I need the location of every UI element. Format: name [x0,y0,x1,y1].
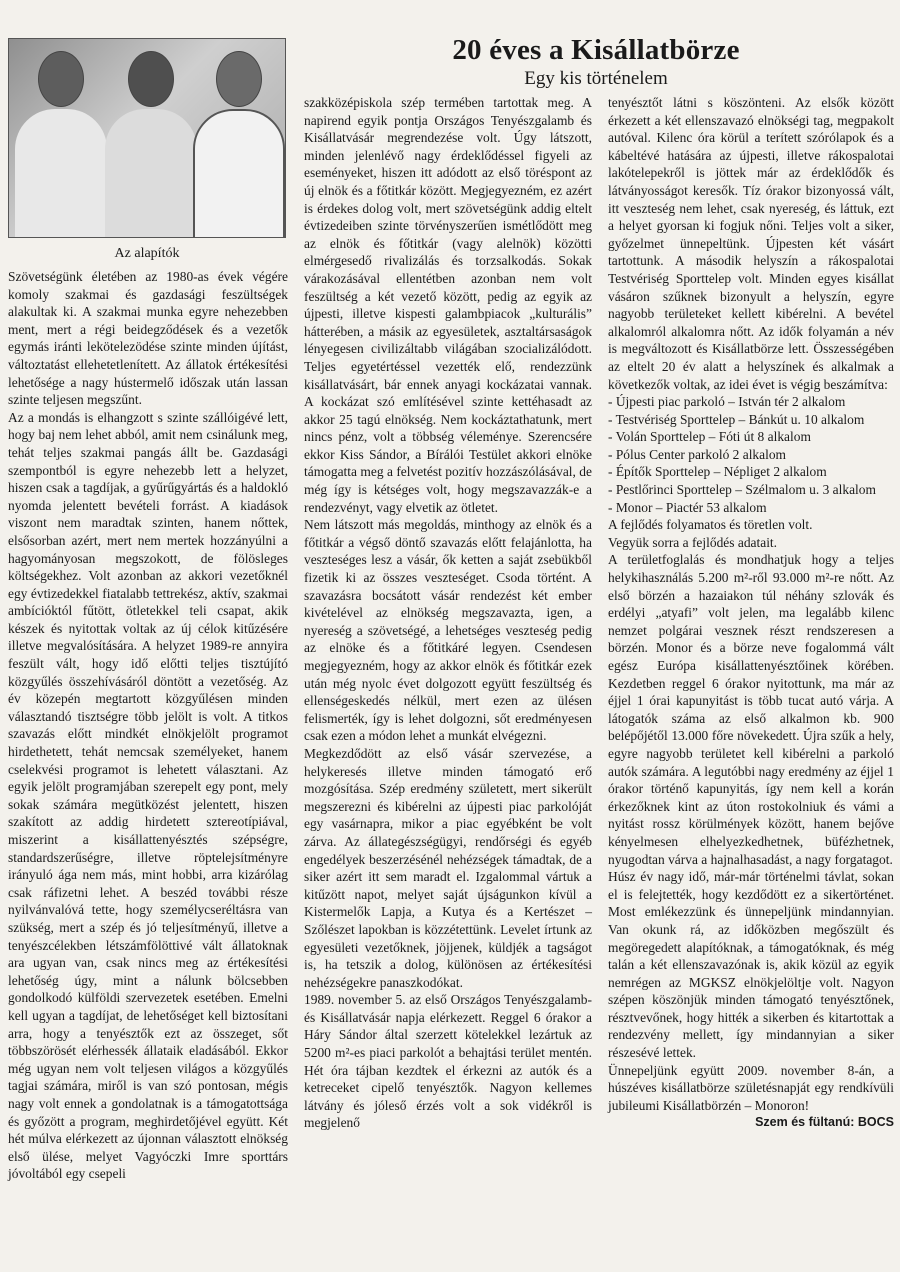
venue-item: - Pestlőrinci Sporttelep – Szélmalom u. 3 alkalom [608,482,876,498]
paragraph: A fejlődés folyamatos és töretlen volt. [608,517,813,533]
venue-item: - Pólus Center parkoló 2 alkalom [608,446,787,462]
venue-item: - Volán Sporttelep – Fóti út 8 alkalom [608,429,811,445]
paragraph: Ünnepeljünk együtt 2009. november 8-án, a húszéves kisállatbörze születésnapját egy rendkívüli jubileumi Kisállatbörzén – Monoron! [608,1062,894,1113]
photo-caption: Az alapítók [114,246,180,261]
column-1 [8,268,288,1183]
article-subtitle: Egy kis történelem [524,68,668,89]
paragraph: A területfoglalás és mondhatjuk hogy a teljes helykihasználás 5.200 m²-ről 93.000 m²-re nőtt. Az első börzén a hazaiakon túl néhány szlovák és erdélyi „atyafi” volt jelen, ma legalább kilenc nemzet polgárai vesznek részt rendszeresen a börzén. Monor és a börze neve fogalommá vált egész Európa kisállattenyésztőinek körében. Kezdetben reggel 6 órakor nyitottunk, ma már az éjjel 1 órai kapunyitást is több tucat autó várja. A látogatók száma az első alkalmon kb. 900 belépőjétől 13.000 főre növekedett. Újra szűk a hely, egyre nagyobb területet kell kibérelni a parkoló autók számára. A legutóbbi nagy eredmény az éjjel 1 órakor történő kapunyitás, így nem kell a korán érkezőknek kint az úton rostokolniuk és vámi a nyitást rossz körülmények között, hanem bejőve kényelmesen elhelyezkedhetnek, büfézhetnek, nyugodtan várva a hajnalhasadást, a nagy forgatagot. [608,552,894,867]
article-title: 20 éves a Kisállatbörze [452,34,740,66]
paragraph: 1989. november 5. az első Országos Tenyészgalamb- és Kisállatvásár napja elérkezett. Reggel 6 órakor a Háry Sándor által szerzett kötelekkel lezártuk az 5200 m²-es piaci parkolót a behajtási terület mentén. Hét óra tájban kezdtek el érkezni az autók és a ketreceket cipelő tenyésztők. Nagyon kellemes látvány és jóleső érzés volt a sok vidékről is megjelenő [304,992,592,1131]
venue-item: - Monor – Piactér 53 alkalom [608,499,767,515]
paragraph: Nem látszott más megoldás, minthogy az elnök és a főtitkár a végső döntő szavazás előtt felajánlotta, ha veszteséges lesz a vásár, ők ketten a saját zsebükből fizetik ki az összes veszteséget. Csoda történt. A szavazásra bocsátott vásár rendezést két ember kivételével az elnökség megszavazta, igen, a nyereség a szövetségé, a lehetséges veszteség pedig az elnöke és a főtitkáré legyen. Csendesen megjegyezném, hogy az akkor elnök és főtitkár ezek után még nyolc évet dolgozott együtt feszültség és ellenségeskedés nélkül, mert ezen az ülésen felismerték, így is lehet dolgozni, sőt eredményesen csak ezen a módon lehet a munkát elvégezni. [304,517,592,744]
founders-photo [8,38,286,238]
column-3 [608,94,894,1132]
venue-item: - Újpesti piac parkoló – István tér 2 alkalom [608,394,846,410]
signature: Szem és fültanú: BOCS [755,1115,894,1130]
venue-list [608,393,894,516]
paragraph: Húsz év nagy idő, már-már történelmi távlat, sokan el is felejtették, hogy kezdődött ez a sikertörténet. Most emlékezzünk és ünnepeljünk mindannyian. Van okunk rá, az időközben megőszült és megöregedett alapítóknak, a támogatóknak, és még talán a két ellenszavazónak is, akik közül az egyik nemrégen az MGKSZ elnökjelöltje volt. Nagyon szépen köszönjük minden támogató tenyésztőnek, résztvevőnek, hogy hitték a sikerben és kitartottak a rendezvény mellett, így mindannyian a siker részesévé lettek. [608,869,894,1061]
paragraph: Megkezdődött az első vásár szervezése, a helykeresés illetve minden támogató erő mozgósítása. Szép eredmény született, mert sikerült megszerezni és kibérelni az újpesti piac parkolóját egy vasárnapra, mikor a piac egyébként be volt zárva. Az állategészségügyi, rendőrségi és egyéb engedélyek beszerzésénél nehézségek támadtak, de a siker azért itt sem maradt el. Izgalommal vártuk a kitűzött napot, melyet saját újságunkon kívül a Kistermelők Lapja, a Kutya és a Kertészet – Szőlészet lapokban is közzétettünk. Levelet írtunk az egyesületi vezetőknek, jöjjenek, küldjék a tagságot is, ha tetszik a dolog, különösen az értékesítési nehézségekre panaszkodókat. [304,745,592,990]
paragraph: tenyésztőt látni s köszönteni. Az elsők között érkezett a két ellenszavazó elnökségi tag, megpakolt autóval. Kilenc óra körül a terített szórólapok és a kábeltévé hatására az újpesti, illetve rákospalotai lakótelepekről is jöttek már az érdeklődők és látványosságot keresők. Tíz órakor bizonyossá vált, itt veszteség nem lehet, csak nyereség, és láttuk, ezt a helyet gyorsan ki fogjuk nőni. Teljes volt a siker, győzelmet ünnepeltünk. Újpesten két vásárt tartottunk. A második helyszín a rákospalotai Testvériség Sporttelep volt. Minden egyes kisállat vásáron szűknek bizonyult a helyszín, egyre nagyobb területeket kellett kibérelni. A bevétel alkalomról alkalomra nőtt. Az idők folyamán a név is megváltozott és Kisállatbörze lett. Összességében az eltelt 20 év alatt a helyszínek és alkalmak a következők voltak, az idei évet is végig beszámítva: [608,95,894,392]
venue-item: - Építők Sporttelep – Népliget 2 alkalom [608,464,827,480]
paragraph: szakközépiskola szép termében tartottak meg. A napirend egyik pontja Országos Tenyészgalamb és Kisállatvásár megrendezése volt. Úgy látszott, minden jelenlévő nagy érdeklődéssel figyeli az eseményeket, hiszen itt adódott az első töréspont az új elnök és a főtitkár között. Megjegyezném, ez azért is érdekes dolog volt, mert szövetségünk addig eltelt évtizedeiben szinte törvényszerűen ismétlődött meg az elnök és főtitkár (vagy alelnök) közötti elmérgesedő rivalizálás és torzsalkodás. Sokak várakozásával ellentétben azonban nem volt feszültség a két vezető között, pedig az egyik az újpesti, illetve kispesti galambpiacok „kulturális” hátterében, a másik az egyesületek, asztaltársaságok lényegesen civilizáltabb világában szocializálódott. Teljes egyetértéssel vezették elő, rendezzünk kisállatvásárt, bár ennek anyagi kockázatai vannak. A kockázat szó említésével szinte kettéhasadt az akkor 25 tagú elnökség. Nem kockáztathatunk, mert nincs pénz, volt a többség véleménye. Szerencsére ekkor Kiss Sándor, a Bírálói Testület akkori elnöke támogatta meg a felvetést pozitív hozzászólásával, de még így is kétséges volt, hogy megszavazzák-e a rendezvényt, vagy elvetik az ötletet. [304,95,592,515]
paragraph: Az a mondás is elhangzott s szinte szállóigévé lett, hogy baj nem lehet abból, amit nem csinálunk meg, tehát teljes szakmai pangás állt be. Gazdasági szempontból is egyre nehezebb lett a helyzet, hiszen csak a tagdíjak, a gyűrűgyártás és a haldokló nyomda jelentett bevételi forrást. A kiadások viszont nem maradtak szinten, hanem nőttek, elsősorban azért, mert nem mertek hozzányúlni a hagyományosan megszokott, de fölösleges költségekhez. Volt azonban az akkori vezetőknél egy évtizedekkel fiatalabb tettrekész, aktív, szakmai ambícióktól fűtött, ötletekkel teli csapat, akik készek és nyitottak voltak az új célok kitűzésére illetve megvalósítására. A helyzet 1989-re annyira feszült vált, hogy idő előtti teljes tisztújító közgyűlés összehívásáról döntött a vezetőség. Az év közepén megtartott közgyűlésen minden választandó tisztségre több jelölt is volt. A titkos szavazás előtt mindkét elnökjelölt programot hirdethetett, tehát nemcsak személyeket, hanem cselekvési programot is lehetett választani. Az egyik jelölt programjában szerepelt egy pont, mely sokak számára megütközést jelentett, hiszen szakított az addig hirdetett sztereotípiával, miszerint a kisállattenyésztés szépségre, standardszerűségre, illetve röptelejsítményre irányuló ága nem más, mint hobbi, arra kizárólag csak ráfizetni lehet. A beszéd további része nyilvánvalóvá tette, hogy személycseréltásra van szükség, mert a szép és jó teljesítményű, illetve a tenyészcélekben létszámfölöttivé vált állatoknak ara ugyan van, csak nincs meg az értékesítési lehetőség úgy, mint a nálunk bölcsebben gondolkodó külföldi szervezetek esetében. Emelni kell ugyan a tagdíjat, de lehetőséget kell biztosítani arra, hogy a tenyésztők ezt az összeget, sőt többszörösét elérhessék állataik eladásából. Ekkor még ugyan nem volt teljesen világos a közgyűlés tagjai számára, miről is van szó pontosan, mégis nagy volt ennek a gondolatnak is a támogatottsága és győzött a program, meghirdetőjével együtt. Két hét múlva elérkezett az újonnan választott elnökség első ülése, melyet Vagyóczki Imre sporttárs jóvoltából egy csepeli [8,409,288,1182]
venue-item: - Testvériség Sporttelep – Bánkút u. 10 alkalom [608,411,865,427]
column-2 [304,94,592,1132]
paragraph: Vegyük sorra a fejlődés adatait. [608,534,778,550]
paragraph: Szövetségünk életében az 1980-as évek végére komoly szakmai és gazdasági feszültségek alakultak ki. A szakmai munka egyre nehezebben ment, mert a régi beidegződések és a vezetők egymás iránti lekötelezödése szinte minden újítást, változtatást ellehetetlenített. Az állatok értékesítési lehetősége a nagy hústermelő időszak után lassan szinte teljesen megszűnt. [8,269,288,408]
founder-figure [193,51,285,238]
founder-figure [105,51,197,238]
founder-figure [15,51,107,238]
